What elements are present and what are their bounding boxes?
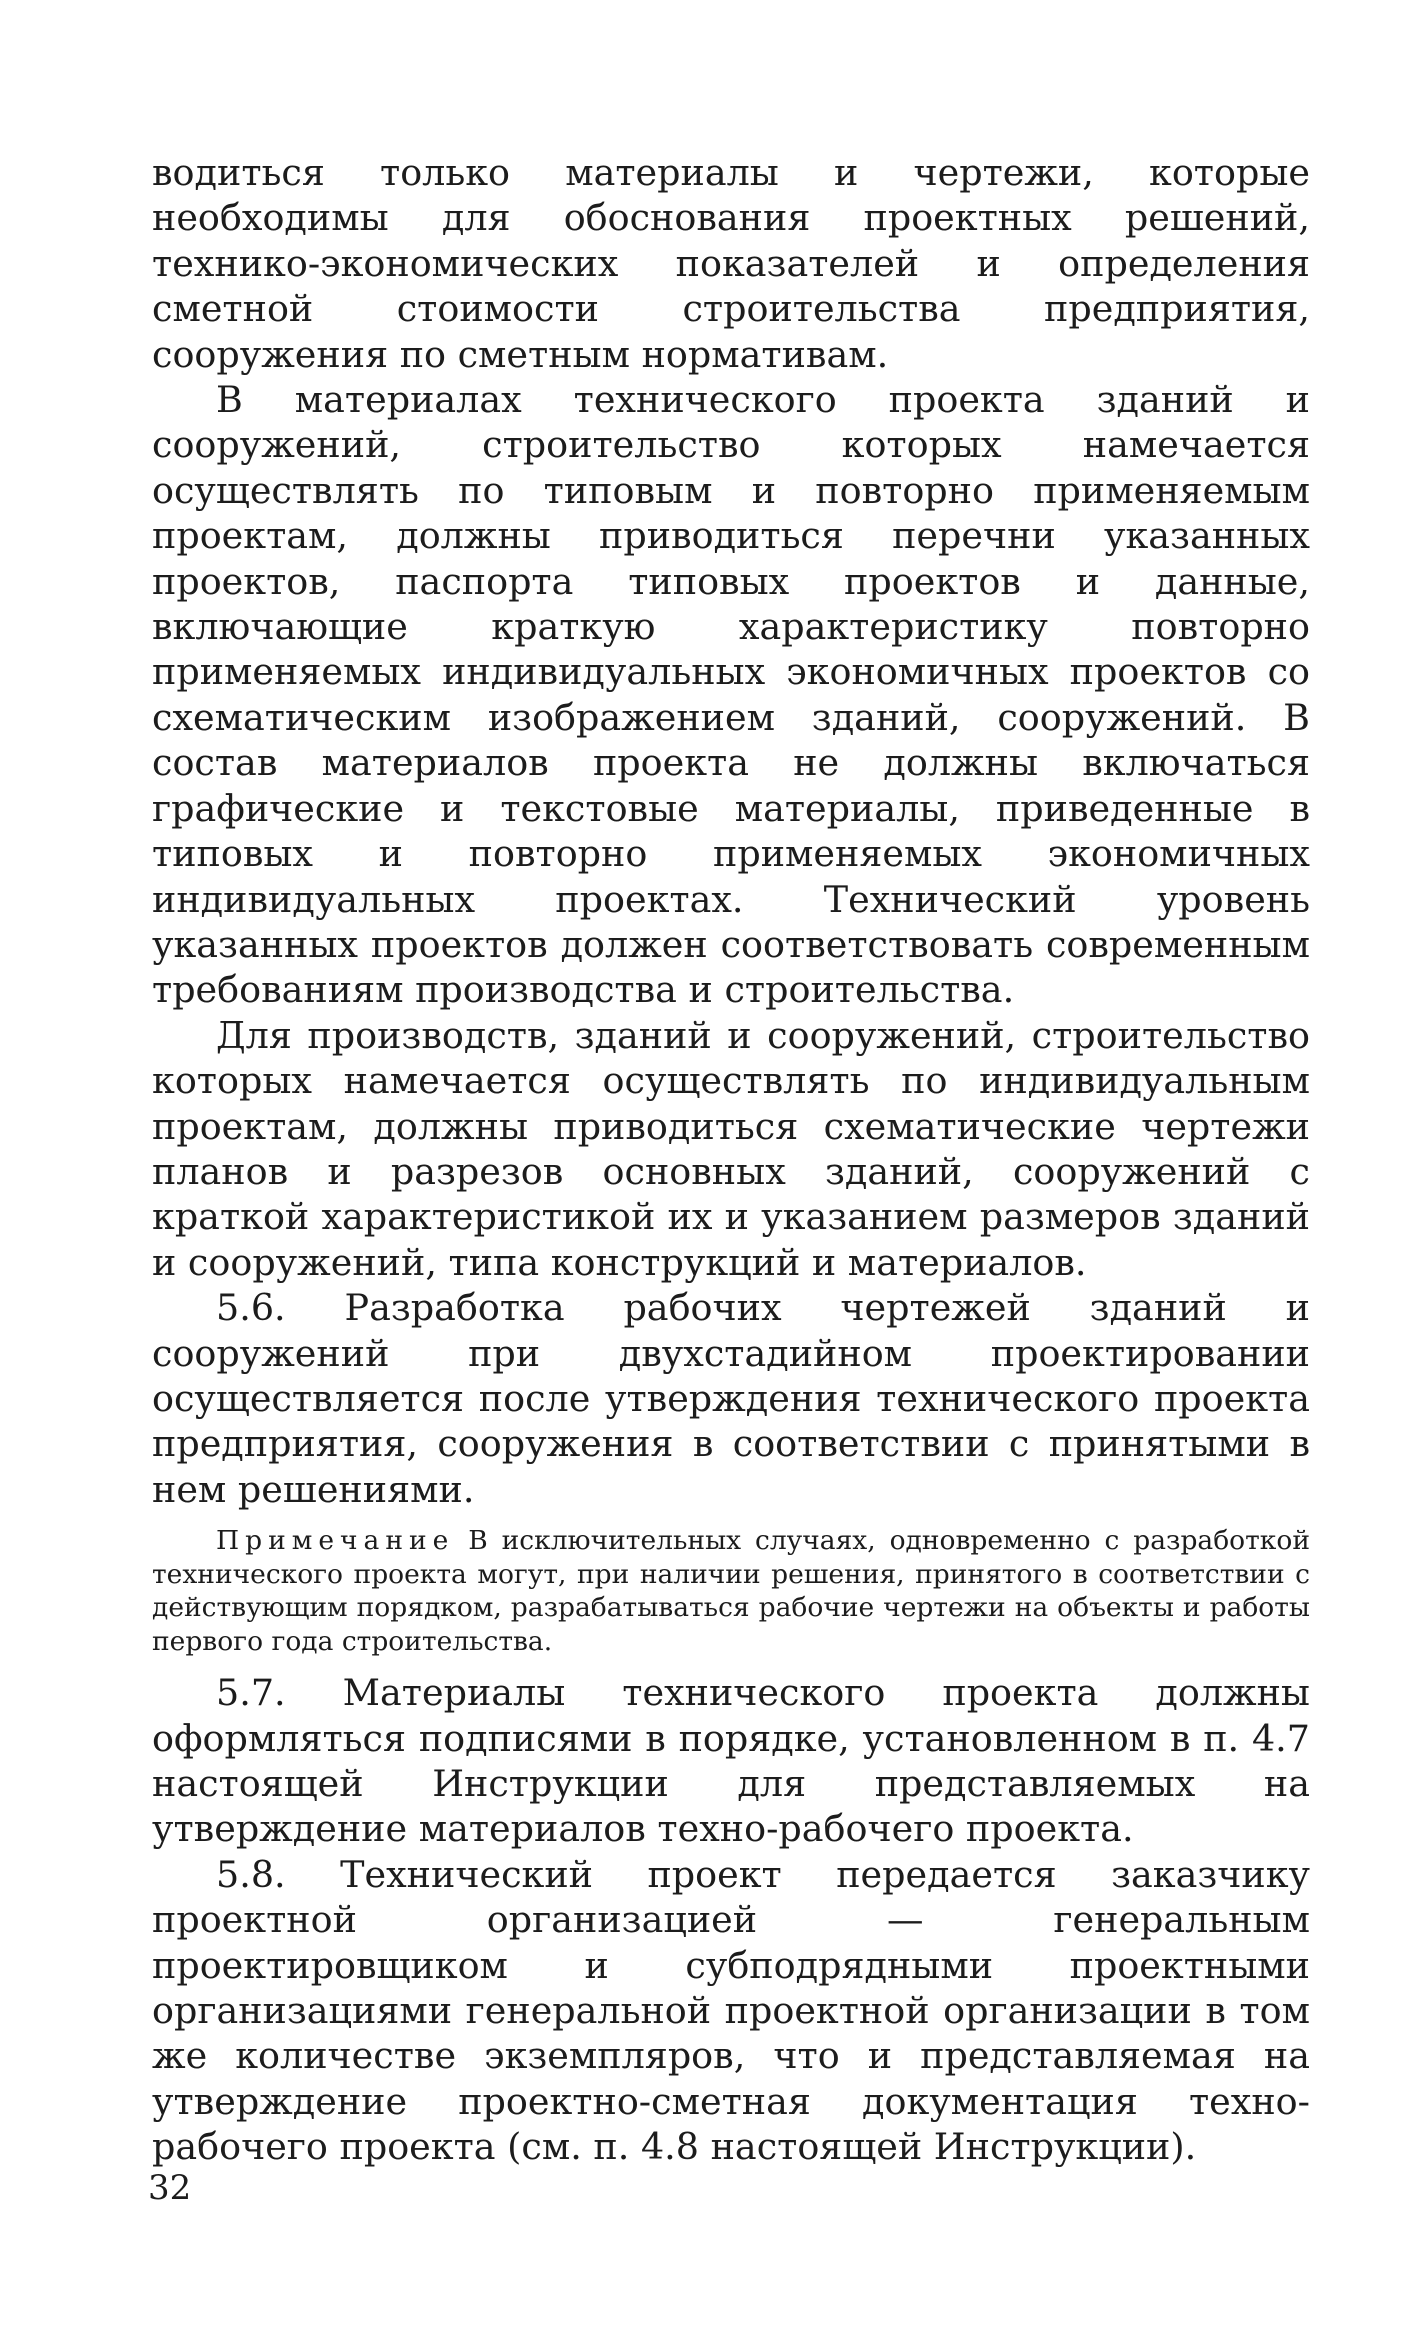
paragraph-continuation: водиться только материалы и чертежи, которые необходимы для обоснования проектных решений, технико-экономических показателей и определения сметной стоимости строительства предприятия, сооружения по сметным нормативам.	[152, 151, 1310, 376]
page-number: 32	[148, 2168, 192, 2208]
page-body	[152, 150, 1310, 2170]
paragraph-individual-projects: Для производств, зданий и сооружений, строительство которых намечается осуществлять по индивидуальным проектам, должны приводиться схематические чертежи планов и разрезов основных зданий, сооружений с краткой характеристикой их и указанием размеров зданий и сооружений, типа конструкций и материалов.	[152, 1013, 1310, 1284]
section-text: Разработка рабочих чертежей зданий и сооружений при двухстадийном проектировании осуществляется после утверждения технического проекта предприятия, сооружения в соответствии с принятыми в нем решениями.	[152, 1286, 1310, 1511]
paragraph-typical-projects: В материалах технического проекта зданий и сооружений, строительство которых намечается осуществлять по типовым и повторно применяемым проектам, должны приводиться перечни указанных проектов, паспорта типовых проектов и данные, включающие краткую характеристику повторно применяемых индивидуальных экономичных проектов со схематическим изображением зданий, сооружений. В состав материалов проекта не должны включаться графические и текстовые материалы, приведенные в типовых и повторно применяемых экономичных индивидуальных проектах. Технический уровень указанных проектов должен соответствовать современным требованиям производства и строительства.	[152, 378, 1310, 1012]
section-5-7	[152, 1670, 1310, 1852]
section-number: 5.8.	[216, 1852, 286, 1896]
section-5-8	[152, 1852, 1310, 2170]
section-number: 5.6.	[216, 1286, 286, 1330]
note-text: В исключительных случаях, одновременно с разработкой технического проекта могут, при наличии решения, принятого в соответствии с действующим порядком, разрабатываться рабочие чертежи на объекты и работы первого года строительства.	[152, 1525, 1310, 1657]
section-5-6	[152, 1285, 1310, 1512]
section-number: 5.7.	[216, 1671, 286, 1715]
note	[152, 1524, 1310, 1658]
section-text: Материалы технического проекта должны оформляться подписями в порядке, установленном в п. 4.7 настоящей Инструкции для представляемых на утверждение материалов техно-рабочего проекта.	[152, 1671, 1310, 1851]
note-label: Примечание	[216, 1525, 455, 1557]
section-text: Технический проект передается заказчику проектной организацией — генеральным проектировщиком и субподрядными проектными организациями генеральной проектной организации в том же количестве экземпляров, что и представляемая на утверждение проектно-сметная документация техно-рабочего проекта (см. п. 4.8 настоящей Инструкции).	[152, 1852, 1310, 2169]
